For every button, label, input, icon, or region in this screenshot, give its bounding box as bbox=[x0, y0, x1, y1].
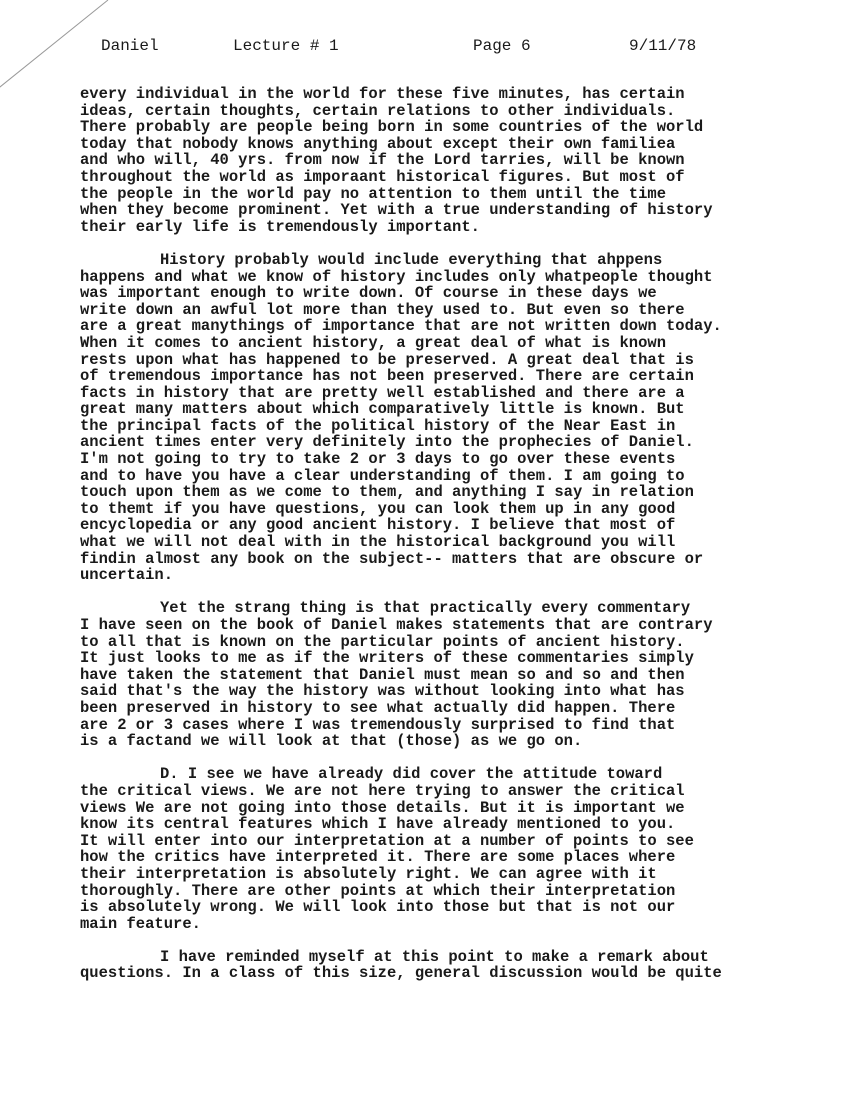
text-line: I'm not going to try to take 2 or 3 days to go over these events bbox=[80, 450, 676, 469]
text-line: to themt if you have questions, you can look them up in any good bbox=[80, 499, 676, 518]
text-line: questions. In a class of this size, general discussion would be quite bbox=[80, 964, 722, 983]
text-line: of tremendous importance has not been preserved. There are certain bbox=[80, 367, 694, 386]
text-line: Yet the strang thing is that practically every commentary bbox=[160, 599, 691, 618]
text-line: their interpretation is absolutely right. We can agree with it bbox=[80, 864, 657, 883]
paragraph bbox=[80, 766, 800, 932]
text-line: know its central features which I have already mentioned to you. bbox=[80, 815, 676, 834]
header-page-number: Page 6 bbox=[473, 37, 531, 55]
text-line: are 2 or 3 cases where I was tremendously surprised to find that bbox=[80, 715, 676, 734]
text-line: rests upon what has happened to be preserved. A great deal that is bbox=[80, 350, 694, 369]
lecture-transcript-body bbox=[80, 86, 800, 999]
text-line: every individual in the world for these five minutes, has certain bbox=[80, 85, 685, 103]
text-line: main feature. bbox=[80, 914, 201, 933]
text-line: It just looks to me as if the writers of these commentaries simply bbox=[80, 649, 694, 668]
text-line: been preserved in history to see what actually did happen. There bbox=[80, 698, 676, 717]
paragraph bbox=[80, 252, 800, 584]
text-line: views We are not going into those details. But it is important we bbox=[80, 798, 685, 817]
text-line: encyclopedia or any good ancient history. I believe that most of bbox=[80, 516, 676, 535]
text-line: touch upon them as we come to them, and anything I say in relation bbox=[80, 483, 694, 502]
text-line: ancient times enter very definitely into the prophecies of Daniel. bbox=[80, 433, 694, 452]
text-line: ideas, certain thoughts, certain relations to other individuals. bbox=[80, 101, 676, 120]
page-header bbox=[0, 37, 850, 59]
text-line: findin almost any book on the subject-- matters that are obscure or bbox=[80, 549, 704, 568]
text-line: happens and what we know of history includes only whatpeople thought bbox=[80, 267, 713, 286]
text-line: was important enough to write down. Of course in these days we bbox=[80, 284, 657, 303]
text-line: what we will not deal with in the historical background you will bbox=[80, 533, 676, 552]
text-line: History probably would include everything that ahppens bbox=[160, 250, 663, 269]
text-line: throughout the world as imporaant historical figures. But most of bbox=[80, 167, 685, 186]
text-line: and to have you have a clear understanding of them. I am going to bbox=[80, 466, 685, 485]
text-line: It will enter into our interpretation at a number of points to see bbox=[80, 831, 694, 850]
header-course-name: Daniel bbox=[101, 37, 159, 55]
text-line: today that nobody knows anything about except their own familiea bbox=[80, 134, 676, 153]
header-date: 9/11/78 bbox=[629, 37, 697, 55]
paragraph bbox=[80, 949, 800, 982]
text-line: D. I see we have already did cover the attitude toward bbox=[160, 765, 663, 784]
text-line: said that's the way the history was without looking into what has bbox=[80, 682, 685, 701]
text-line: I have seen on the book of Daniel makes statements that are contrary bbox=[80, 616, 713, 634]
text-line: uncertain. bbox=[80, 566, 174, 585]
text-line: their early life is tremendously important. bbox=[80, 217, 480, 236]
text-line: There probably are people being born in some countries of the world bbox=[80, 118, 704, 137]
text-line: great many matters about which comparatively little is known. But bbox=[80, 400, 685, 419]
text-line: thoroughly. There are other points at which their interpretation bbox=[80, 881, 676, 900]
text-line: When it comes to ancient history, a great deal of what is known bbox=[80, 333, 666, 352]
text-line: how the critics have interpreted it. There are some places where bbox=[80, 848, 676, 867]
text-line: and who will, 40 yrs. from now if the Lord tarries, will be known bbox=[80, 151, 685, 170]
text-line: the critical views. We are not here trying to answer the critical bbox=[80, 781, 685, 800]
paragraph bbox=[80, 86, 800, 235]
text-line: is a factand we will look at that (those) as we go on. bbox=[80, 732, 583, 751]
header-lecture-number: Lecture # 1 bbox=[233, 37, 339, 55]
text-line: the people in the world pay no attention to them until the time bbox=[80, 184, 666, 203]
paragraph bbox=[80, 600, 800, 749]
text-line: to all that is known on the particular points of ancient history. bbox=[80, 632, 685, 651]
text-line: the principal facts of the political history of the Near East in bbox=[80, 416, 676, 435]
text-line: facts in history that are pretty well established and there are a bbox=[80, 383, 685, 402]
text-line: I have reminded myself at this point to make a remark about bbox=[160, 947, 709, 966]
text-line: is absolutely wrong. We will look into those but that is not our bbox=[80, 898, 676, 917]
text-line: are a great manythings of importance that are not written down today. bbox=[80, 317, 722, 336]
text-line: have taken the statement that Daniel must mean so and so and then bbox=[80, 665, 685, 684]
text-line: write down an awful lot more than they used to. But even so there bbox=[80, 300, 685, 319]
text-line: when they become prominent. Yet with a true understanding of history bbox=[80, 201, 713, 220]
